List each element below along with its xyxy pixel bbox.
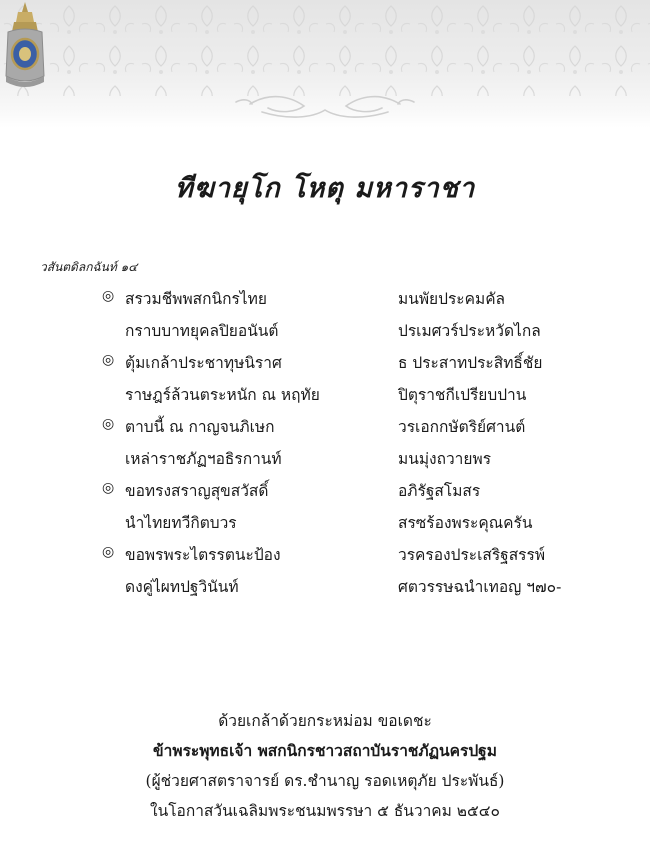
dedication-occasion: ในโอกาสวันเฉลิมพระชนมพรรษา ๕ ธันวาคม ๒๕๔๐: [150, 802, 500, 820]
poem-line-right: วรครองประเสริฐสรรพ์: [398, 546, 546, 564]
poem-line-left: ตาบนี้ ณ กาญจนภิเษก: [125, 418, 275, 436]
ornament-flourish: [0, 0, 650, 128]
poem-line-left: ขอทรงสราญสุขสวัสดิ์: [125, 482, 269, 500]
poem-line-left: เหล่าราชภัฏฯอธิรกานท์: [125, 450, 282, 468]
stanza-bullet-5: ◎: [102, 544, 115, 560]
poem-line-left: ขอพรพระไตรรตนะป้อง: [125, 546, 281, 564]
poem-line-right: สรซร้องพระคุณครัน: [398, 514, 533, 532]
stanza-bullet-1: ◎: [102, 288, 115, 304]
stanza-bullet-2: ◎: [102, 352, 115, 368]
stanza-bullet-3: ◎: [102, 416, 115, 432]
poem-line-right: ปิตุราชกีเปรียบปาน: [398, 386, 527, 404]
poem-line-right: มนพัยประคมคัล: [398, 290, 506, 308]
poem-title: ทีฆายุโก โหตุ มหาราชา: [174, 173, 476, 204]
poem-line-right: ปรเมศวร์ประหวัดไกล: [398, 322, 541, 340]
poem-line-right: ศตวรรษฉนำเทอญ ฯ๗๐-: [398, 578, 562, 596]
poem-line-left: ราษฎร์ล้วนตระหนัก ณ หฤทัย: [125, 386, 320, 404]
dedication-author: ข้าพระพุทธเจ้า พสกนิกรชาวสถาบันราชภัฏนครปฐม: [153, 741, 497, 760]
poem-line-left: นำไทยทวีกิตบวร: [125, 514, 237, 532]
royal-emblem-icon: [0, 0, 50, 92]
poem-line-left: กราบบาทยุคลปิยอนันต์: [125, 322, 279, 340]
header-band: [0, 0, 650, 128]
stanza-bullet-4: ◎: [102, 480, 115, 496]
poem-line-right: ธ ประสาทประสิทธิ์ชัย: [398, 354, 543, 372]
poem-line-left: ตุ้มเกล้าประชาทุษนิราศ: [125, 354, 282, 372]
poem-line-right: มนมุ่งถวายพร: [398, 450, 492, 468]
poem-line-left: สรวมชีพพสกนิกรไทย: [125, 290, 267, 308]
poem-line-left: ดงคู่ไผทปฐวินันท์: [125, 578, 239, 596]
dedication-line-1: ด้วยเกล้าด้วยกระหม่อม ขอเดชะ: [218, 712, 432, 730]
poem-line-right: วรเอกกษัตริย์ศานต์: [398, 418, 526, 436]
poem-line-right: อภิรัฐสโมสร: [398, 482, 481, 500]
meter-label: วสันตดิลกฉันท์ ๑๔: [40, 260, 138, 274]
dedication-composer: (ผู้ช่วยศาสตราจารย์ ดร.ชำนาญ รอดเหตุภัย ประพันธ์): [145, 772, 505, 790]
